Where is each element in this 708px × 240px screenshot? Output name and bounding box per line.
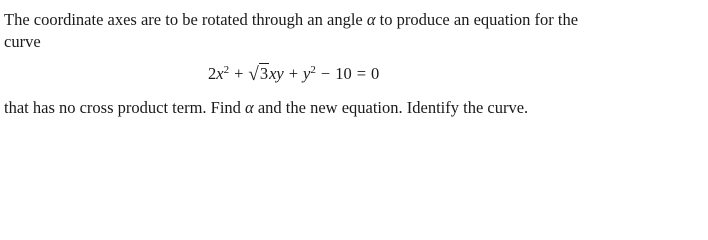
angle-alpha: α (366, 10, 376, 29)
eq-constant: 10 (335, 64, 352, 83)
eq-minus: − (320, 64, 331, 83)
eq-sqrt (248, 62, 269, 86)
curve-equation (208, 62, 379, 86)
eq-radicand: 3 (259, 64, 269, 83)
line4-end-text: and the new equation. Identify the curve. (253, 98, 529, 117)
eq-rhs: 0 (371, 64, 380, 83)
angle-alpha-2: α (245, 98, 254, 117)
eq-equals: = (356, 64, 366, 83)
problem-line-2 (4, 30, 41, 54)
eq-var-xy: xy (269, 64, 284, 83)
line1-end-text: to produce an equation for the (375, 10, 579, 29)
eq-var-y: y (303, 64, 311, 83)
eq-exp-y: 2 (310, 64, 316, 76)
line4-start-text: that has no cross product term. Find (4, 98, 246, 117)
eq-plus-2: + (288, 64, 299, 83)
eq-plus-1: + (234, 64, 244, 83)
radical-sign: √ (248, 64, 259, 85)
eq-var-x: x (216, 64, 224, 83)
eq-exp-x: 2 (223, 64, 230, 76)
line2-text: curve (4, 32, 41, 51)
problem-line-1 (4, 8, 578, 32)
eq-coef: 2 (208, 64, 217, 83)
problem-line-4 (4, 96, 528, 120)
line1-text: The coordinate axes are to be rotated through an angle (4, 10, 367, 29)
